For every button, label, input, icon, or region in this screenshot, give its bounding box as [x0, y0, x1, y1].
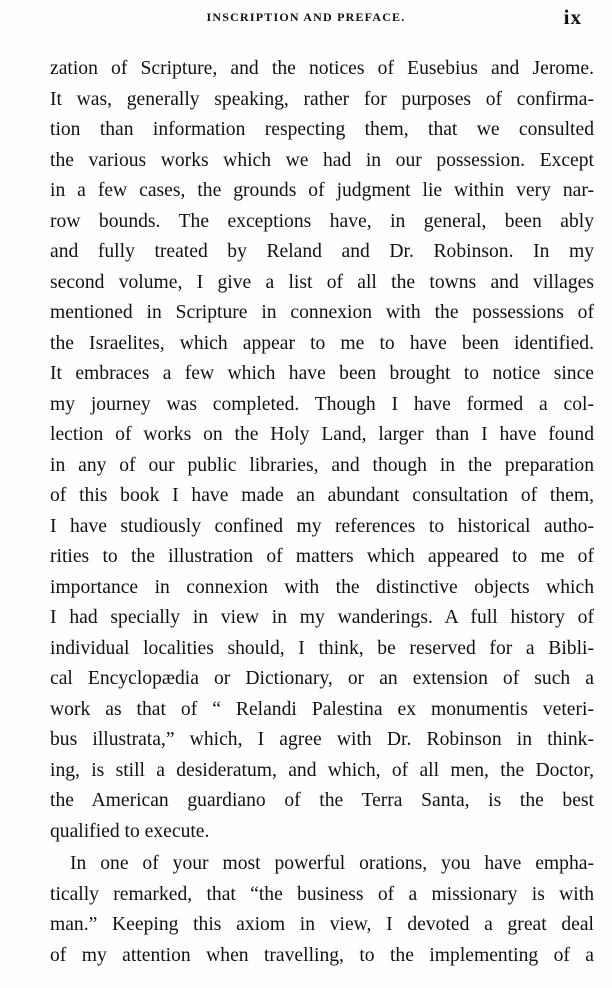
text-line: the various works which we had in our possession. Except [50, 149, 594, 171]
text-line: mentioned in Scripture in connexion with the possessions of [50, 302, 594, 323]
text-line: rities to the illustration of matters which appeared to me of [50, 546, 594, 567]
text-line: qualified to execute. [50, 820, 210, 842]
text-line: It was, generally speaking, rather for purposes of confirma- [50, 88, 594, 110]
text-line: man.” Keeping this axiom in view, I devoted a great deal [50, 914, 594, 935]
text-line: second volume, I give a list of all the towns and villages [50, 271, 594, 293]
text-line: ing, is still a desideratum, and which, of all men, the Doctor, [50, 759, 594, 781]
text-line: row bounds. The exceptions have, in general, been ably [50, 210, 594, 232]
running-head [0, 4, 612, 34]
text-line: work as that of “ Relandi Palestina ex monumentis veteri- [50, 698, 594, 720]
text-line: of this book I have made an abundant consultation of them, [50, 485, 594, 506]
text-line: my journey was completed. Though I have formed a col- [50, 393, 594, 415]
text-line: the Israelites, which appear to me to have been identified. [50, 332, 594, 354]
text-line: in a few cases, the grounds of judgment lie within very nar- [50, 180, 594, 201]
running-title: INSCRIPTION AND PREFACE. [206, 10, 406, 24]
text-line: It embraces a few which have been brought to notice since [50, 363, 594, 384]
paragraph [50, 54, 594, 847]
text-line: individual localities should, I think, be reserved for a Bibli- [50, 637, 594, 659]
text-line: cal Encyclopædia or Dictionary, or an extension of such a [50, 668, 594, 689]
text-line: tically remarked, that “the business of a missionary is with [50, 883, 594, 905]
text-line: In one of your most powerful orations, you have empha- [70, 853, 594, 874]
text-line: and fully treated by Reland and Dr. Robinson. In my [50, 241, 594, 262]
text-line: the American guardiano of the Terra Santa, is the best [50, 790, 594, 811]
page-number: ix [563, 5, 582, 29]
text-line: bus illustrata,” which, I agree with Dr. Robinson in think- [50, 729, 594, 750]
text-line: tion than information respecting them, that we consulted [50, 119, 594, 140]
text-line: I have studiously confined my references to historical autho- [50, 515, 594, 537]
body-text [50, 54, 594, 971]
paragraph [50, 849, 594, 971]
text-line: I had specially in view in my wanderings. A full history of [50, 607, 594, 628]
text-line: lection of works on the Holy Land, larger than I have found [50, 424, 594, 445]
text-line: of my attention when travelling, to the implementing of a [50, 944, 594, 966]
text-line: importance in connexion with the distinctive objects which [50, 576, 594, 598]
text-line: zation of Scripture, and the notices of Eusebius and Jerome. [50, 58, 594, 79]
text-line: in any of our public libraries, and though in the preparation [50, 454, 594, 476]
